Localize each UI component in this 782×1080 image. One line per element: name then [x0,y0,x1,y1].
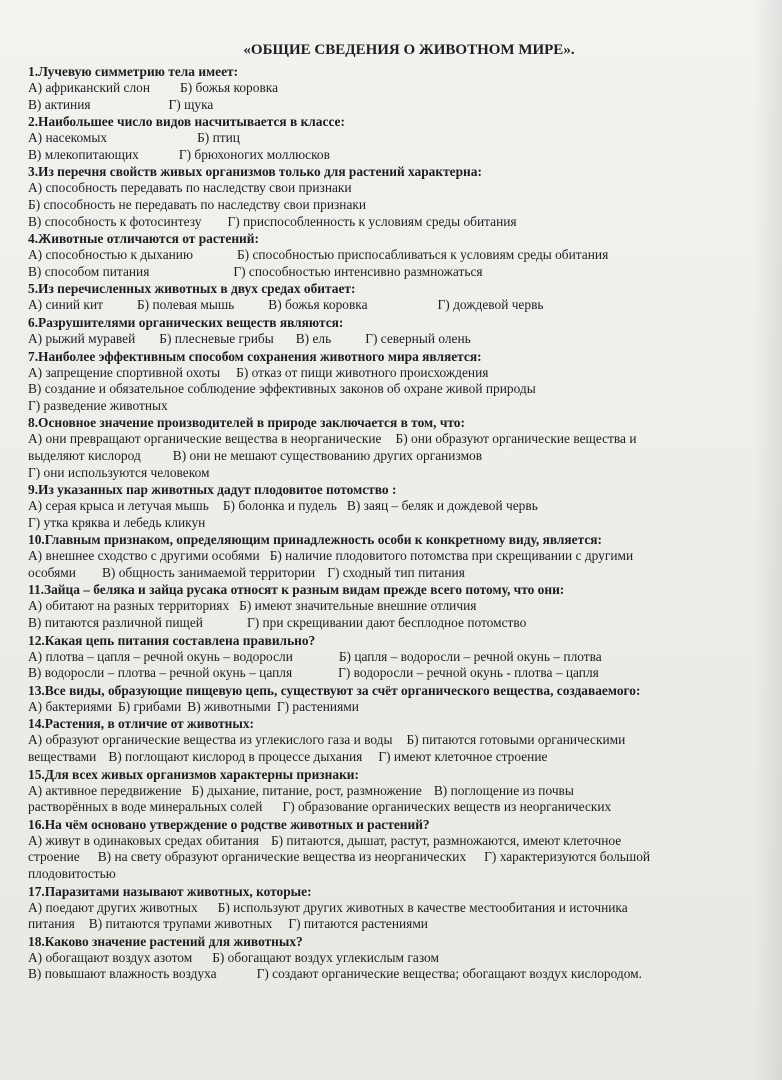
answer-line [28,548,760,565]
question-14 [28,716,760,765]
question-9 [28,482,760,531]
answer-option: Б) используют других животных в качестве местообитания и источника [217,899,628,915]
question-title: 8.Основное значение производителей в природе заключается в том, что: [28,415,465,431]
answer-line [28,381,760,398]
answer-line [28,950,760,967]
answer-option: особями [28,564,76,580]
answer-option: Г) имеют клеточное строение [378,749,548,765]
question-title: 13.Все виды, образующие пищевую цепь, существуют за счёт органического вещества, создаваемого: [28,682,641,698]
answer-line [28,732,760,749]
answer-option: А) обогащают воздух азотом [28,949,193,965]
answer-option: А) синий кит [28,297,103,313]
answer-option: Г) образование органических веществ из неорганических [282,799,612,815]
answer-line [28,448,760,465]
question-8 [28,415,760,481]
question-list [28,64,760,983]
answer-line [28,80,760,97]
answer-line [28,615,760,632]
answer-line [28,649,760,666]
answer-line [28,916,760,933]
answer-option: Г) растениями [276,698,359,714]
question-5 [28,281,760,314]
answer-option: Б) дыхание, питание, рост, размножение [191,782,422,798]
answer-line [28,699,760,716]
answer-option: Б) цапля – водоросли – речной окунь – плотва [338,648,602,664]
answer-option: В) заяц – беляк и дождевой червь [346,498,538,514]
answer-line [28,799,760,816]
answer-option: Г) приспособленность к условиям среды обитания [227,213,517,229]
answer-option: А) активное передвижение [28,782,182,798]
answer-option: Г) брюхоногих моллюсков [178,146,330,162]
answer-option: В) млекопитающих [28,146,139,162]
answer-line [28,197,760,214]
answer-option: В) повышают влажность воздуха [28,966,217,982]
answer-option: А) серая крыса и летучая мышь [28,498,209,514]
answer-option: Г) они используются человеком [28,464,210,480]
question-13 [28,683,760,716]
sheet-title: «ОБЩИЕ СВЕДЕНИЯ О ЖИВОТНОМ МИРЕ». [243,42,575,58]
answer-option: В) ель [295,330,332,346]
answer-option: А) обитают на разных территориях [28,598,230,614]
answer-option: Г) щука [168,96,214,112]
answer-option: Б) питаются, дышат, растут, размножаются, имеют клеточное [270,832,622,848]
answer-option: питания [28,916,75,932]
question-17 [28,884,760,933]
answer-option: В) поглощают кислород в процессе дыхания [108,749,363,765]
answer-line [28,783,760,800]
answer-option: В) актиния [28,96,91,112]
question-1 [28,64,760,113]
answer-option: Г) дождевой червь [437,297,544,313]
question-title: 17.Паразитами называют животных, которые: [28,883,312,899]
answer-line [28,264,760,281]
answer-line [28,130,760,147]
answer-option: Г) характеризуются большой [484,849,651,865]
answer-option: Г) утка кряква и лебедь кликун [28,514,206,530]
answer-line [28,866,760,883]
answer-option: Б) грибами [118,698,182,714]
question-title: 18.Каково значение растений для животных? [28,933,303,949]
answer-option: В) питаются трупами животных [88,916,273,932]
question-title: 14.Растения, в отличие от животных: [28,716,255,732]
answer-line [28,214,760,231]
answer-option: плодовитостью [28,866,116,881]
answer-option: Б) они образуют органические вещества и [395,431,637,447]
answer-option: А) способностью к дыханию [28,247,193,263]
answer-option: Б) плесневые грибы [159,330,274,346]
answer-option: А) они превращают органические вещества в неорганические [28,431,382,447]
answer-line [28,247,760,264]
answer-option: Г) при скрещивании дают бесплодное потомство [246,615,527,631]
answer-line [28,365,760,382]
answer-option: Г) создают органические вещества; обогащают воздух кислородом. [256,966,642,982]
question-11 [28,582,760,631]
answer-option: Б) божья коровка [180,80,279,95]
question-title: 15.Для всех живых организмов характерны признаки: [28,766,359,782]
answer-option: А) образуют органические вещества из углекислого газа и воды [28,732,393,748]
answer-line [28,297,760,314]
question-title: 10.Главным признаком, определяющим принадлежность особи к конкретному виду, является: [28,532,602,548]
answer-line [28,749,760,766]
answer-option: А) насекомых [28,130,108,146]
answer-option: В) поглощение из почвы [433,782,574,798]
answer-option: Б) питаются готовыми органическими [406,732,626,748]
question-title: 11.Зайца – беляка и зайца русака относят к разным видам прежде всего потому, что они: [28,582,565,598]
answer-option: растворённых в воде минеральных солей [28,799,263,815]
answer-option: Б) способностью приспосабливаться к условиям среды обитания [236,247,609,263]
answer-option: Б) болонка и пудель [222,498,337,514]
answer-line [28,398,760,415]
answer-option: Б) наличие плодовитого потомства при скрещивании с другими [269,548,634,564]
answer-option: В) на свету образуют органические вещества из неорганических [97,849,467,865]
answer-option: Б) полевая мышь [136,297,235,313]
question-16 [28,817,760,883]
answer-option: А) внешнее сходство с другими особями [28,548,260,564]
question-18 [28,934,760,983]
question-2 [28,114,760,163]
answer-option: А) бактериями [28,698,113,714]
answer-line [28,498,760,515]
answer-line [28,665,760,682]
answer-option: В) водоросли – плотва – речной окунь – цапля [28,665,293,681]
answer-option: Г) разведение животных [28,397,168,413]
question-7 [28,349,760,415]
answer-option: А) запрещение спортивной охоты [28,364,221,380]
answer-option: Г) питаются растениями [288,916,428,932]
answer-option: А) живут в одинаковых средах обитания [28,832,259,848]
question-12 [28,633,760,682]
question-6 [28,315,760,348]
answer-option: Г) сходный тип питания [327,564,465,580]
question-title: 9.Из указанных пар животных дадут плодовитое потомство : [28,482,397,498]
answer-option: Г) способностью интенсивно размножаться [233,263,483,279]
answer-line [28,598,760,615]
question-title: 3.Из перечня свойств живых организмов только для растений характерна: [28,164,482,180]
answer-line [28,849,760,866]
answer-line [28,97,760,114]
answer-option: В) животными [187,698,271,714]
answer-option: Б) способность не передавать по наследству свои признаки [28,196,367,212]
question-title: 4.Животные отличаются от растений: [28,231,259,247]
answer-option: В) способность к фотосинтезу [28,213,202,229]
answer-option: В) общность занимаемой территории [101,564,316,580]
question-title: 7.Наиболее эффективным способом сохранения животного мира является: [28,348,482,364]
answer-option: Б) птиц [197,130,240,146]
answer-option: Б) отказ от пищи животного происхождения [236,364,489,380]
answer-option: строение [28,849,80,865]
answer-line [28,565,760,582]
answer-option: выделяют кислород [28,447,141,463]
answer-line [28,465,760,482]
question-title: 2.Наибольшее число видов насчитывается в классе: [28,114,345,130]
answer-option: Г) водоросли – речной окунь - плотва – цапля [338,665,599,681]
answer-option: В) они не мешают существованию других организмов [172,447,483,463]
answer-option: А) плотва – цапля – речной окунь – водоросли [28,648,293,664]
answer-option: В) божья коровка [268,297,368,313]
answer-line [28,180,760,197]
answer-option: В) питаются различной пищей [28,615,203,631]
question-title: 5.Из перечисленных животных в двух средах обитает: [28,281,356,297]
answer-line [28,966,760,983]
question-3 [28,164,760,230]
question-4 [28,231,760,280]
answer-line [28,147,760,164]
answer-option: А) рыжий муравей [28,330,136,346]
answer-line [28,900,760,917]
answer-option: Б) обогащают воздух углекислым газом [212,949,439,965]
question-10 [28,532,760,581]
answer-line [28,331,760,348]
answer-line [28,515,760,532]
answer-option: Г) северный олень [365,330,471,346]
question-title: 1.Лучевую симметрию тела имеет: [28,64,239,79]
question-title: 6.Разрушителями органических веществ являются: [28,314,344,330]
question-title: 16.На чём основано утверждение о родстве животных и растений? [28,816,430,832]
answer-option: А) африканский слон [28,80,150,95]
question-15 [28,767,760,816]
question-title: 12.Какая цепь питания составлена правильно? [28,632,316,648]
answer-line [28,431,760,448]
answer-line [28,833,760,850]
answer-option: А) способность передавать по наследству свои признаки [28,180,352,196]
answer-option: В) способом питания [28,263,150,279]
answer-option: Б) имеют значительные внешние отличия [239,598,477,614]
answer-option: веществами [28,749,97,765]
answer-option: В) создание и обязательное соблюдение эффективных законов об охране живой природы [28,381,536,397]
answer-option: А) поедают других животных [28,899,198,915]
